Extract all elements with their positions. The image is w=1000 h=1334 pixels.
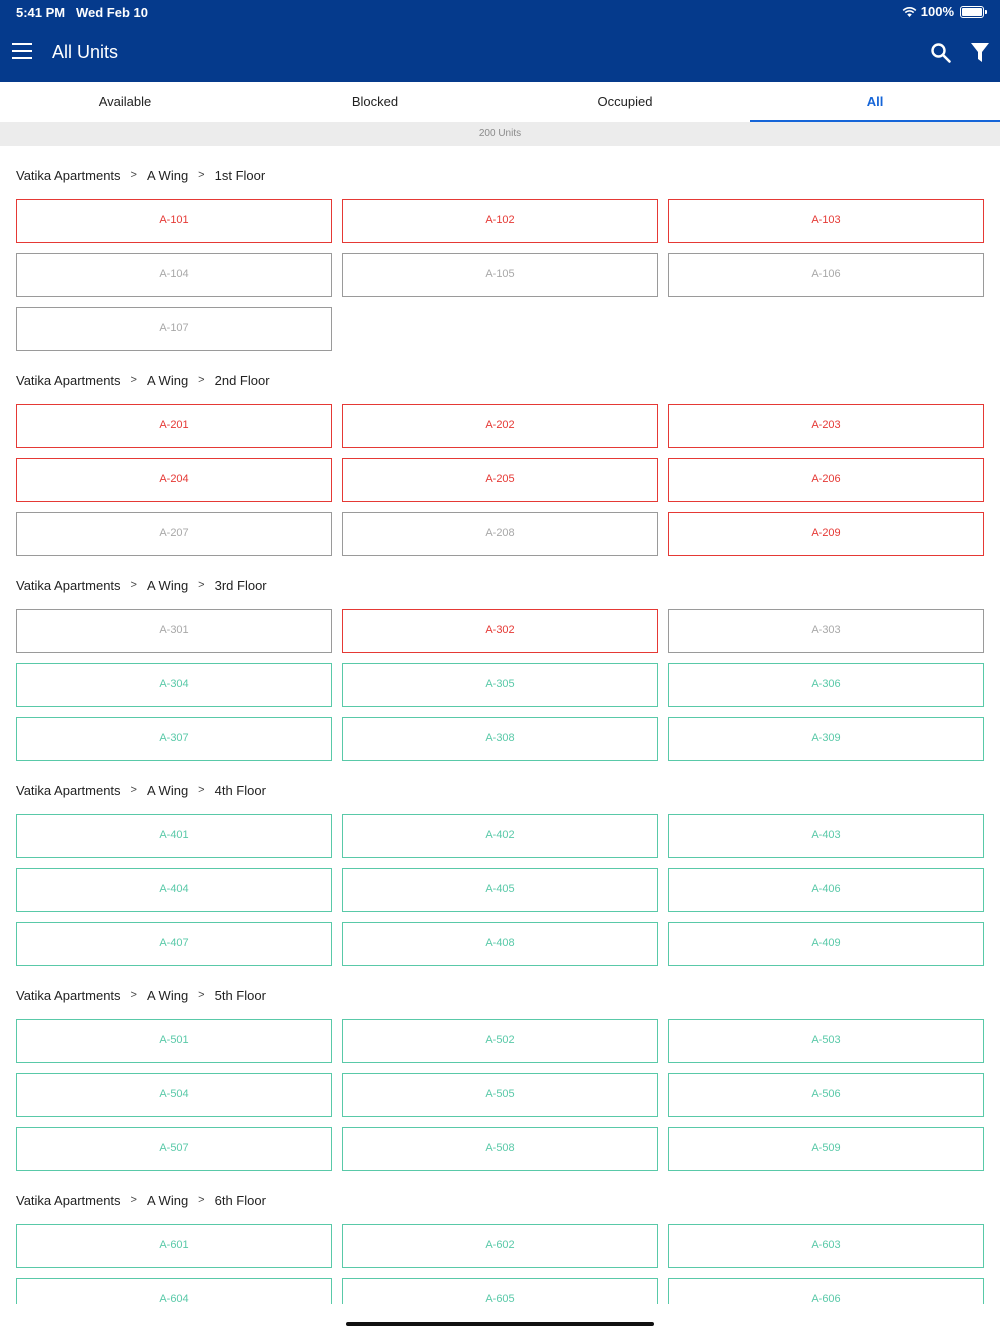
breadcrumb-separator: > [198,989,205,1001]
unit-button[interactable]: A-405 [342,868,658,912]
floor-section [0,556,1000,761]
floor-section [0,146,1000,351]
unit-button[interactable]: A-603 [668,1224,984,1268]
status-time [16,5,148,20]
breadcrumb-property: Vatika Apartments [16,783,121,798]
unit-button[interactable]: A-404 [16,868,332,912]
search-icon[interactable] [930,42,952,64]
breadcrumb-property: Vatika Apartments [16,1193,121,1208]
unit-grid [16,199,984,351]
breadcrumb-property: Vatika Apartments [16,578,121,593]
unit-button[interactable]: A-408 [342,922,658,966]
status-time-text: 5:41 PM [16,5,66,20]
unit-button[interactable]: A-505 [342,1073,658,1117]
floor-section [0,351,1000,556]
units-list[interactable] [0,146,1000,1304]
breadcrumb-property: Vatika Apartments [16,168,121,183]
unit-button[interactable]: A-606 [668,1278,984,1304]
unit-button[interactable]: A-305 [342,663,658,707]
breadcrumb-separator: > [198,169,205,181]
unit-button[interactable]: A-504 [16,1073,332,1117]
breadcrumb [16,373,270,388]
app-header [0,24,1000,82]
unit-button[interactable]: A-601 [16,1224,332,1268]
breadcrumb [16,168,265,183]
breadcrumb-floor: 5th Floor [214,988,266,1003]
unit-button[interactable]: A-507 [16,1127,332,1171]
tab-available[interactable]: Available [98,94,152,109]
unit-grid [16,609,984,761]
unit-grid [16,1019,984,1171]
unit-button[interactable]: A-206 [668,458,984,502]
breadcrumb-separator: > [198,1194,205,1206]
breadcrumb-floor: 6th Floor [214,1193,266,1208]
breadcrumb-separator: > [130,579,137,591]
breadcrumb-separator: > [198,579,205,591]
breadcrumb-wing: A Wing [146,168,189,183]
unit-grid [16,814,984,966]
battery-icon [960,6,984,18]
home-indicator [346,1322,654,1326]
unit-button[interactable]: A-203 [668,404,984,448]
battery-percent: 100% [920,4,954,19]
unit-button[interactable]: A-401 [16,814,332,858]
status-date-text: Wed Feb 10 [75,5,148,20]
breadcrumb-separator: > [130,1194,137,1206]
breadcrumb-floor: 3rd Floor [214,578,267,593]
floor-section [0,1171,1000,1304]
floor-section [0,966,1000,1171]
status-bar [0,0,1000,24]
breadcrumb [16,988,266,1003]
unit-button[interactable]: A-604 [16,1278,332,1304]
page-title: All Units [52,42,119,62]
unit-button[interactable]: A-303 [668,609,984,653]
breadcrumb-separator: > [198,374,205,386]
unit-count: 200 Units [0,122,1000,146]
unit-button[interactable]: A-103 [668,199,984,243]
unit-button[interactable]: A-107 [16,307,332,351]
breadcrumb [16,1193,266,1208]
unit-button[interactable]: A-208 [342,512,658,556]
unit-grid [16,404,984,556]
unit-button[interactable]: A-201 [16,404,332,448]
tab-all[interactable]: All [750,82,1000,122]
unit-button[interactable]: A-106 [668,253,984,297]
breadcrumb-wing: A Wing [146,783,189,798]
tab-blocked[interactable]: Blocked [351,94,399,109]
unit-button[interactable]: A-602 [342,1224,658,1268]
unit-button[interactable]: A-506 [668,1073,984,1117]
unit-button[interactable]: A-304 [16,663,332,707]
unit-button[interactable]: A-509 [668,1127,984,1171]
breadcrumb-floor: 1st Floor [214,168,266,183]
unit-button[interactable]: A-104 [16,253,332,297]
breadcrumb-wing: A Wing [146,578,189,593]
unit-button[interactable]: A-403 [668,814,984,858]
unit-button[interactable]: A-302 [342,609,658,653]
breadcrumb-wing: A Wing [146,1193,189,1208]
breadcrumb-separator: > [198,784,205,796]
unit-button[interactable]: A-402 [342,814,658,858]
unit-button[interactable]: A-101 [16,199,332,243]
status-right [902,4,984,19]
hamburger-menu-icon[interactable] [12,43,32,59]
breadcrumb [16,578,267,593]
tab-occupied[interactable]: Occupied [597,94,653,109]
unit-button[interactable]: A-102 [342,199,658,243]
unit-button[interactable]: A-209 [668,512,984,556]
unit-button[interactable]: A-105 [342,253,658,297]
unit-button[interactable]: A-307 [16,717,332,761]
floor-section [0,761,1000,966]
breadcrumb-separator: > [130,374,137,386]
unit-button[interactable]: A-204 [16,458,332,502]
unit-button[interactable]: A-503 [668,1019,984,1063]
unit-button[interactable]: A-605 [342,1278,658,1304]
unit-button[interactable]: A-502 [342,1019,658,1063]
breadcrumb [16,783,266,798]
breadcrumb-property: Vatika Apartments [16,373,121,388]
unit-button[interactable]: A-508 [342,1127,658,1171]
battery-fill [962,8,982,16]
unit-button[interactable]: A-301 [16,609,332,653]
wifi-icon [902,6,917,18]
filter-icon[interactable] [970,42,990,64]
unit-button[interactable]: A-202 [342,404,658,448]
breadcrumb-wing: A Wing [146,988,189,1003]
unit-grid [16,1224,984,1304]
unit-button[interactable]: A-205 [342,458,658,502]
breadcrumb-separator: > [130,169,137,181]
tab-bar [0,82,1000,122]
unit-button[interactable]: A-407 [16,922,332,966]
unit-button[interactable]: A-306 [668,663,984,707]
breadcrumb-wing: A Wing [146,373,189,388]
breadcrumb-separator: > [130,989,137,1001]
unit-button[interactable]: A-308 [342,717,658,761]
breadcrumb-separator: > [130,784,137,796]
unit-button[interactable]: A-409 [668,922,984,966]
unit-button[interactable]: A-207 [16,512,332,556]
breadcrumb-floor: 2nd Floor [214,373,270,388]
unit-button[interactable]: A-309 [668,717,984,761]
unit-button[interactable]: A-501 [16,1019,332,1063]
breadcrumb-floor: 4th Floor [214,783,266,798]
breadcrumb-property: Vatika Apartments [16,988,121,1003]
unit-button[interactable]: A-406 [668,868,984,912]
